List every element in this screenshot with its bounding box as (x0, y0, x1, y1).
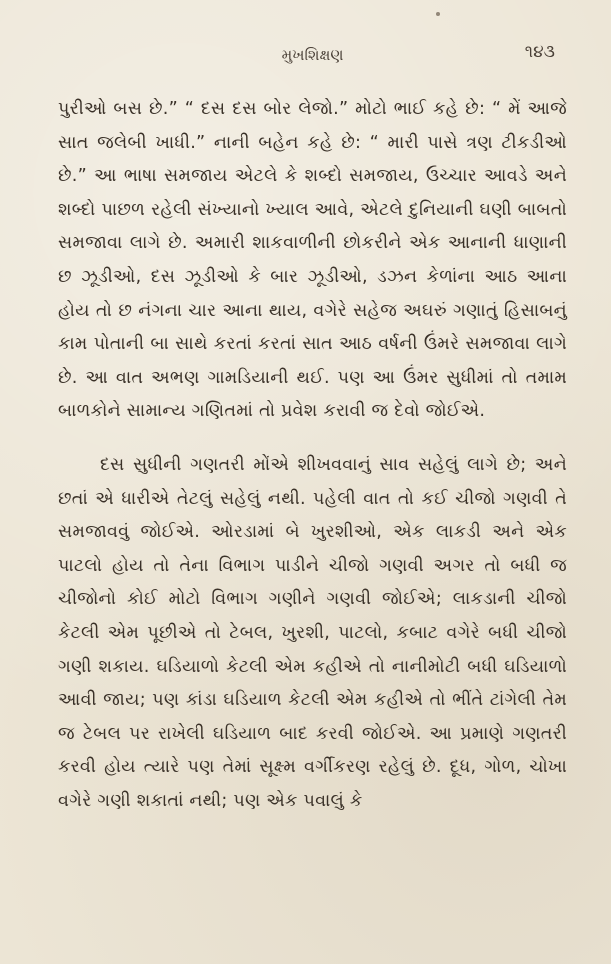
running-title: મુખશિક્ષણ (281, 46, 344, 64)
paragraph-continued: પુરીઓ બસ છે.” “ દસ દસ બોર લેજો.” મોટો ભાઈ કહે છે: “ મેં આજે સાત જલેબી ખાધી.” નાની બહેન કહે છે: “ મારી પાસે ત્રણ ટીકડીઓ છે.” આ ભાષા સમજાય એટલે કે શબ્દો સમજાય, ઉચ્ચાર આવડે અને શબ્દો પાછળ રહેલી સંખ્યાનો ખ્યાલ આવે, એટલે દુનિયાની ઘણી બાબતો સમજાવા લાગે છે. અમારી શાકવાળીની છોકરીને એક આનાની ધાણાની છ ઝૂડીઓ, દસ ઝૂડીઓ કે બાર ઝૂડીઓ, ડઝન કેળાંના આઠ આના હોય તો છ નંગના ચાર આના થાય, વગેરે સહેજ અઘરું ગણાતું હિસાબનું કામ પોતાની બા સાથે કરતાં કરતાં સાત આઠ વર્ષની ઉંમરે સમજાવા લાગે છે. આ વાત અભણ ગામડિયાની થઈ. પણ આ ઉંમર સુધીમાં તો તમામ બાળકોને સામાન્ય ગણિતમાં તો પ્રવેશ કરાવી જ દેવો જોઈએ. (58, 99, 567, 422)
body-text (58, 93, 567, 818)
page-number: ૧૪૩ (524, 42, 555, 62)
paragraph-counting: દસ સુધીની ગણતરી મોંએ શીખવવાનું સાવ સહેલું લાગે છે; અને છતાં એ ધારીએ તેટલું સહેલું નથી. પહેલી વાત તો કઈ ચીજો ગણવી તે સમજાવવું જોઈએ. ઓરડામાં બે ખુરશીઓ, એક લાકડી અને એક પાટલો હોય તો તેના વિભાગ પાડીને ચીજો ગણવી અગર તો બધી જ ચીજોનો કોઈ મોટો વિભાગ ગણીને ગણવી જોઈએ; લાકડાની ચીજો કેટલી એમ પૂછીએ તો ટેબલ, ખુરશી, પાટલો, કબાટ વગેરે બધી ચીજો ગણી શકાય. ઘડિયાળો કેટલી એમ કહીએ તો નાનીમોટી બધી ઘડિયાળો આવી જાય; પણ કાંડા ઘડિયાળ કેટલી એમ કહીએ તો ભીંતે ટાંગેલી તેમ જ ટેબલ પર રાખેલી ઘડિયાળ બાદ કરવી જોઈએ. આ પ્રમાણે ગણતરી કરવી હોય ત્યારે પણ તેમાં સૂક્ષ્મ વર્ગીકરણ રહેલું છે. દૂધ, ગોળ, ચોખા વગેરે ગણી શકાતાં નથી; પણ એક પવાલું કે (58, 454, 567, 811)
page-header (58, 36, 567, 72)
ink-speck (436, 12, 440, 16)
